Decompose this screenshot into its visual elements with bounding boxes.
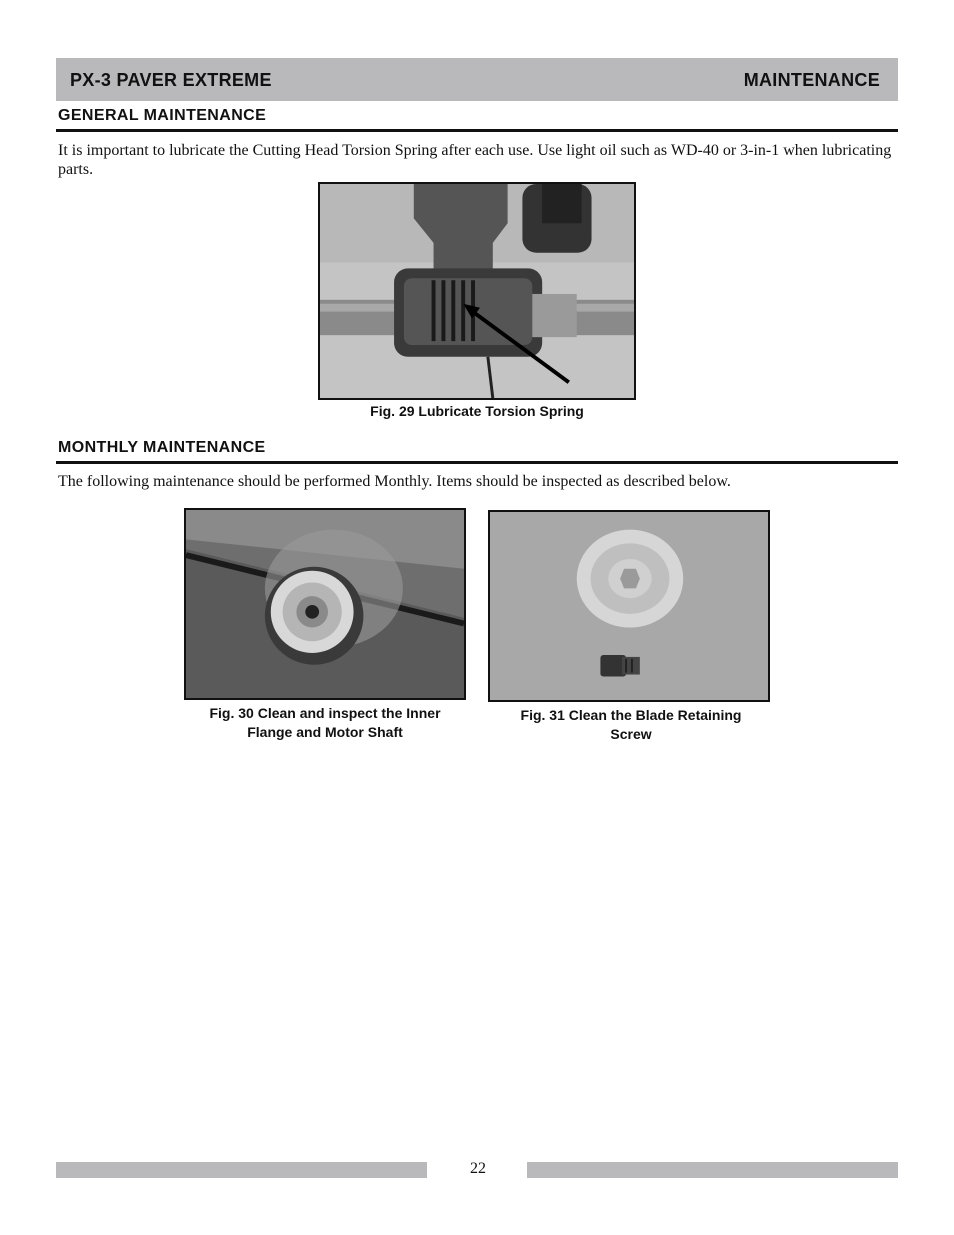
header-bar	[56, 58, 898, 101]
section-rule	[56, 129, 898, 132]
section-rule	[56, 461, 898, 464]
monthly-maintenance-heading: MONTHLY MAINTENANCE	[58, 439, 266, 456]
monthly-maintenance-text: The following maintenance should be performed Monthly. Items should be inspected as described below.	[58, 473, 731, 490]
document-title: PX-3 PAVER EXTREME	[70, 70, 272, 90]
page-number: 22	[470, 1160, 486, 1177]
figure-30-caption-line-1: Fig. 30 Clean and inspect the Inner	[209, 705, 441, 721]
general-maintenance-text: It is important to lubricate the Cutting Head Torsion Spring after each use. Use light oil such as WD-40 or 3-in-1 when lubricating parts.	[58, 142, 892, 178]
figure-30-caption	[178, 704, 472, 742]
footer-bar-left	[56, 1162, 427, 1178]
footer-bar-right	[527, 1162, 898, 1178]
section-title: MAINTENANCE	[743, 70, 880, 90]
general-maintenance-heading: GENERAL MAINTENANCE	[58, 107, 267, 124]
figure-30-caption-line-2: Flange and Motor Shaft	[247, 724, 403, 740]
retaining-screw-photo	[488, 510, 770, 702]
torsion-spring-photo	[318, 182, 636, 400]
figure-31-caption-line-2: Screw	[610, 726, 652, 742]
inner-flange-photo	[184, 508, 466, 700]
figure-31-caption	[482, 706, 780, 744]
figure-29-caption: Fig. 29 Lubricate Torsion Spring	[370, 403, 584, 419]
figure-31-caption-line-1: Fig. 31 Clean the Blade Retaining	[520, 707, 742, 723]
